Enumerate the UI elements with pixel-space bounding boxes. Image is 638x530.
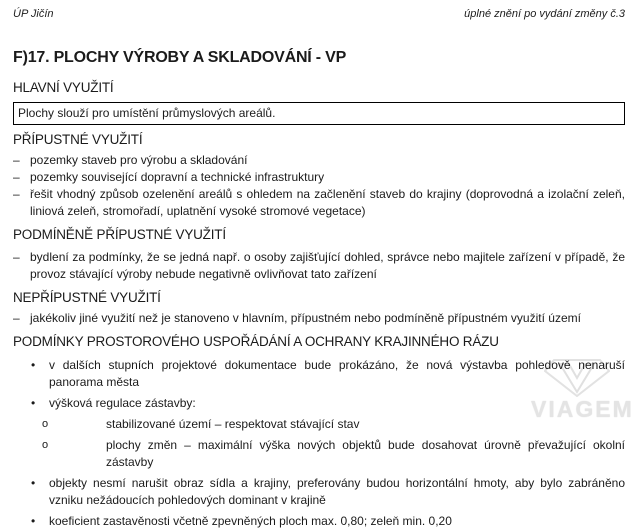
circle-marker: o (42, 418, 49, 430)
main-use-text: Plochy slouží pro umístění průmyslových areálů. (18, 106, 276, 120)
list-item-text: bydlení za podmínky, že se jedná např. o osoby zajišťující dohled, správce nebo majitele zařízení v případě, že provoz stávající výroby nebude negativně ovlivňovat tato zařízení (30, 250, 625, 281)
list-item (13, 310, 625, 327)
section-heading-nepripustne-vyuziti: NEPŘÍPUSTNÉ VYUŽITÍ (13, 290, 161, 305)
bullet-marker: • (31, 514, 36, 528)
bullet-marker: • (31, 396, 36, 410)
list-item (13, 152, 625, 169)
list-item (31, 513, 625, 530)
section-heading-podminene-pripustne: PODMÍNĚNĚ PŘÍPUSTNÉ VYUŽITÍ (13, 227, 226, 242)
list-item (13, 249, 625, 283)
header-right-text: úplné znění po vydání změny č.3 (464, 8, 625, 20)
dash-marker: – (13, 153, 20, 167)
list-item-text: v dalších stupních projektové dokumentace bude prokázáno, že nová výstavba pohledově nenaruší panorama města (49, 358, 625, 389)
circle-marker: o (42, 439, 49, 451)
list-item-text: pozemky staveb pro výrobu a skladování (30, 153, 248, 167)
list-item-text: objekty nesmí narušit obraz sídla a krajiny, preferovány budou horizontální hmoty, aby bylo zabráněno vzniku nežádoucích pohledových dominant v krajině (49, 476, 625, 507)
list-item (31, 416, 625, 433)
main-use-box (13, 102, 625, 125)
podminky-list (13, 357, 625, 530)
section-heading-hlavni-vyuziti: HLAVNÍ VYUŽITÍ (13, 80, 114, 95)
pripustne-list (13, 152, 625, 220)
section-heading-podminky-prostoroveho: PODMÍNKY PROSTOROVÉHO USPOŘÁDÁNÍ A OCHRANY KRAJINNÉHO RÁZU (13, 334, 499, 349)
list-item (31, 437, 625, 471)
bullet-marker: • (31, 476, 36, 490)
list-item-text: pozemky související dopravní a technické infrastruktury (30, 170, 325, 184)
list-item (13, 169, 625, 186)
list-item (31, 475, 625, 509)
list-item (31, 395, 625, 412)
nepripustne-list (13, 310, 625, 327)
dash-marker: – (13, 311, 20, 325)
list-item-text: plochy změn – maximální výška nových objektů bude dosahovat úrovně převažující okolní zástavby (106, 438, 625, 469)
bullet-marker: • (31, 358, 36, 372)
list-item (31, 357, 625, 391)
list-item-text: řešit vhodný způsob ozelenění areálů s ohledem na začlenění staveb do krajiny (doprovodná a izolační zeleň, liniová zeleň, stromořadí, uplatnění vysoké stromové vegetace) (30, 187, 625, 218)
dash-marker: – (13, 187, 20, 201)
list-item-text: jakékoliv jiné využití než je stanoveno v hlavním, přípustném nebo podmíněně přípustném využití území (30, 311, 581, 325)
list-item-text: koeficient zastavěnosti včetně zpevněných ploch max. 0,80; zeleň min. 0,20 (49, 514, 452, 528)
list-item-text: výšková regulace zástavby: (49, 396, 196, 410)
list-item (13, 186, 625, 220)
page-title: F)17. PLOCHY VÝROBY A SKLADOVÁNÍ - VP (13, 49, 347, 66)
podminene-list (13, 249, 625, 283)
dash-marker: – (13, 170, 20, 184)
watermark-text: VIAGEM (531, 396, 634, 422)
list-item-text: stabilizované území – respektovat stávající stav (106, 417, 360, 431)
page-header (13, 8, 625, 21)
section-heading-pripustne-vyuziti: PŘÍPUSTNÉ VYUŽITÍ (13, 132, 143, 147)
header-left-text: ÚP Jičín (13, 8, 54, 20)
dash-marker: – (13, 250, 20, 264)
